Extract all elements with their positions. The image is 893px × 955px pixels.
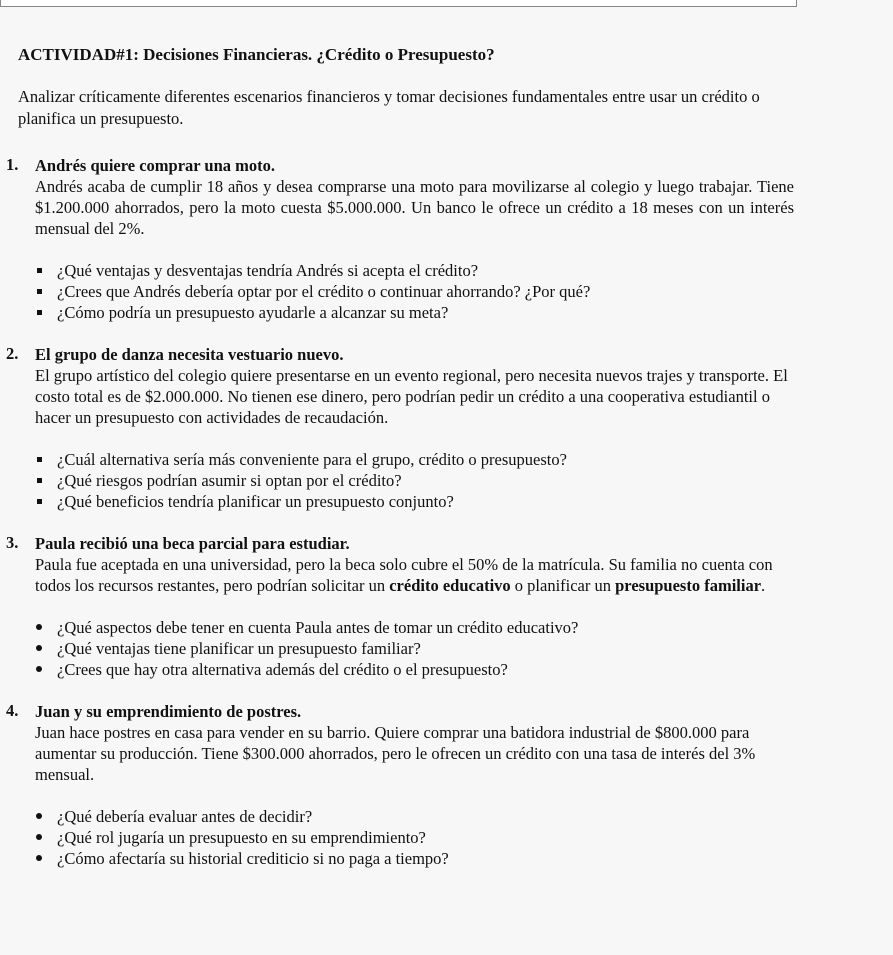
question-list [35,806,794,869]
document-page [6,44,794,869]
top-box-border [0,0,797,7]
section-body: Paula fue aceptada en una universidad, pero la beca solo cubre el 50% de la matrícula. Su familia no cuenta con todos los recursos restantes, pero podrían solicitar un crédito educativo o planificar un presupuesto familiar. [35,555,773,595]
section-number: 1. [6,155,19,174]
square-bullet-icon [37,268,42,273]
square-bullet-icon [37,457,42,462]
square-bullet-icon [37,478,42,483]
dot-bullet-icon [36,813,42,819]
activity-title: ACTIVIDAD#1: Decisiones Financieras. ¿Crédito o Presupuesto? [18,45,495,64]
section-number: 4. [6,701,19,720]
question-item: ¿Qué aspectos debe tener en cuenta Paula antes de tomar un crédito educativo? [35,617,794,638]
section-title: Andrés quiere comprar una moto. [35,156,276,175]
square-bullet-icon [37,499,42,504]
section-title: Paula recibió una beca parcial para estudiar. [35,534,350,553]
question-list [35,449,794,512]
dot-bullet-icon [36,645,42,651]
section-body: Juan hace postres en casa para vender en su barrio. Quiere comprar una batidora industrial de $800.000 para aumentar su producción. Tiene $300.000 ahorrados, pero le ofrecen un crédito con una tasa de interés del 3% mensual. [35,723,756,784]
question-item: ¿Crees que Andrés debería optar por el crédito o continuar ahorrando? ¿Por qué? [35,281,794,302]
dot-bullet-icon [36,855,42,861]
section-3 [6,533,794,680]
question-item: ¿Qué debería evaluar antes de decidir? [35,806,794,827]
activity-intro: Analizar críticamente diferentes escenarios financieros y tomar decisiones fundamentales entre usar un crédito o planifica un presupuesto. [18,87,760,128]
square-bullet-icon [37,310,42,315]
section-body: El grupo artístico del colegio quiere presentarse en un evento regional, pero necesita nuevos trajes y transporte. El costo total es de $2.000.000. No tienen ese dinero, pero podrían pedir un crédito a una cooperativa estudiantil o hacer un presupuesto con actividades de recaudación. [35,366,788,427]
question-item: ¿Cómo afectaría su historial crediticio si no paga a tiempo? [35,848,794,869]
square-bullet-icon [37,289,42,294]
bold-term: crédito educativo [389,576,511,595]
section-title: Juan y su emprendimiento de postres. [35,702,302,721]
section-number: 2. [6,344,19,363]
question-item: ¿Cómo podría un presupuesto ayudarle a alcanzar su meta? [35,302,794,323]
bold-term: presupuesto familiar [615,576,762,595]
question-item: ¿Cuál alternativa sería más conveniente para el grupo, crédito o presupuesto? [35,449,794,470]
question-item: ¿Qué beneficios tendría planificar un presupuesto conjunto? [35,491,794,512]
section-title: El grupo de danza necesita vestuario nuevo. [35,345,344,364]
question-item: ¿Qué ventajas tiene planificar un presupuesto familiar? [35,638,794,659]
dot-bullet-icon [36,666,42,672]
question-item: ¿Crees que hay otra alternativa además del crédito o el presupuesto? [35,659,794,680]
dot-bullet-icon [36,624,42,630]
section-2 [6,344,794,512]
question-item: ¿Qué riesgos podrían asumir si optan por el crédito? [35,470,794,491]
question-item: ¿Qué ventajas y desventajas tendría Andrés si acepta el crédito? [35,260,794,281]
question-list [35,260,794,323]
section-number: 3. [6,533,19,552]
question-list [35,617,794,680]
question-item: ¿Qué rol jugaría un presupuesto en su emprendimiento? [35,827,794,848]
section-4 [6,701,794,869]
section-1 [6,155,794,323]
dot-bullet-icon [36,834,42,840]
section-body: Andrés acaba de cumplir 18 años y desea comprarse una moto para movilizarse al colegio y luego trabajar. Tiene $1.200.000 ahorrados, pero la moto cuesta $5.000.000. Un banco le ofrece un crédito a 18 meses con un interés mensual del 2%. [35,177,794,238]
